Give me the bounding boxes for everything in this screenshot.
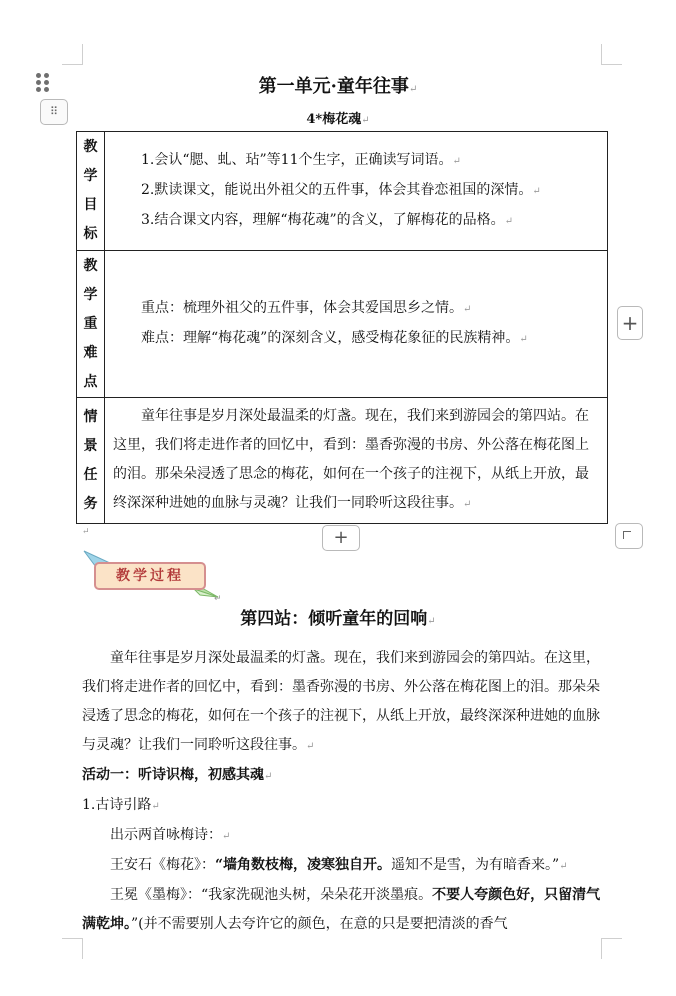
label-char: 情 (83, 408, 98, 425)
label-char: 点 (83, 373, 98, 390)
page-corner-mark-top-right (601, 44, 622, 65)
difficulty-line (113, 324, 599, 354)
lesson-subtitle (0, 108, 676, 127)
poem-2-bold: 不要人夸颜色好，只留清气满乾坤。 (82, 887, 601, 932)
goals-content-cell[interactable] (105, 132, 608, 251)
paragraph-mark-icon: ↵ (463, 499, 472, 510)
table-row-scenario (77, 398, 608, 524)
lesson-plan-table (76, 131, 608, 524)
scenario-text: 童年往事是岁月深处最温柔的灯盏。现在，我们来到游园会的第四站。在这里，我们将走进作者的回忆中，看到：墨香弥漫的书房、外公落在梅花图上的泪。那朵朵浸透了思念的梅花，如何在一个孩子的注视下，从纸上开放，最终深深种进她的血脉与灵魂？让我们一同聆听这段往事。 (113, 408, 589, 511)
key-points-content-cell[interactable] (105, 251, 608, 398)
paragraph-mark-icon: ↵ (559, 861, 568, 872)
paragraph-mark-icon: ↵ (452, 156, 461, 167)
lesson-body (82, 644, 604, 939)
intro-text: 童年往事是岁月深处最温柔的灯盏。现在，我们来到游园会的第四站。在这里，我们将走进作者的回忆中，看到：墨香弥漫的书房、外公落在梅花图上的泪。那朵朵浸透了思念的梅花，如何在一个孩子的注视下，从纸上开放，最终深深种进她的血脉与灵魂？让我们一同聆听这段往事。 (82, 650, 600, 753)
label-char: 教 (83, 139, 98, 155)
page-corner-mark-bottom-left (62, 938, 83, 959)
poem-1-rest: 遥知不是雪，为有暗香来。” (391, 857, 560, 873)
table-row-goals (77, 132, 608, 251)
key-point-line (113, 294, 599, 324)
scenario-paragraph (113, 398, 599, 523)
section-title-text: 第四站：倾听童年的回响 (240, 609, 428, 629)
paragraph-mark-icon: ↵ (408, 84, 418, 95)
poem-2-rest: ”(并不需要别人去夸许它的颜色，在意的只是要把清淡的香气 (131, 916, 508, 932)
badge-label: 教学过程 (94, 562, 206, 590)
page-corner-mark-bottom-right (601, 938, 622, 959)
poem-2-lead: 王冕《墨梅》：“我家洗砚池头树，朵朵花开淡墨痕。 (110, 887, 433, 903)
step-heading-text: 1.古诗引路 (82, 797, 152, 813)
scenario-content-cell[interactable] (105, 398, 608, 524)
section-title (0, 604, 676, 629)
label-char: 目 (83, 197, 98, 213)
add-row-button[interactable]: + (322, 525, 360, 551)
table-resize-icon[interactable] (615, 523, 643, 549)
goal-line-1-text: 1.会认“腮、虬、玷”等11个生字，正确读写词语。 (141, 152, 453, 168)
poem-2-line (82, 881, 604, 939)
label-char: 标 (83, 226, 98, 242)
label-char: 重 (83, 315, 98, 332)
label-char: 难 (83, 344, 98, 361)
label-char: 学 (83, 168, 98, 184)
lesson-subtitle-text: 4*梅花魂 (306, 112, 362, 127)
poem-1-bold: “墙角数枝梅，凌寒独自开。 (215, 857, 392, 873)
key-point-text: 重点：梳理外祖父的五件事，体会其爱国思乡之情。 (141, 300, 463, 316)
table-move-icon[interactable]: ⠿ (40, 99, 68, 125)
label-char: 教 (83, 257, 98, 274)
paragraph-mark-icon: ↵ (427, 616, 436, 627)
intro-paragraph (82, 644, 604, 761)
label-char: 景 (83, 437, 98, 454)
goal-line-2 (113, 176, 599, 206)
paragraph-mark-icon: ↵ (463, 304, 472, 315)
poem-1-lead: 王安石《梅花》： (110, 857, 215, 873)
activity-heading-text: 活动一：听诗识梅，初感其魂 (82, 767, 264, 783)
goal-line-2-text: 2.默读课文，能说出外祖父的五件事，体会其眷恋祖国的深情。 (141, 182, 533, 198)
goals-label-cell[interactable] (77, 132, 105, 251)
page-title (0, 72, 676, 98)
scenario-label-cell[interactable] (77, 398, 105, 524)
label-char: 务 (83, 495, 98, 512)
label-char: 任 (83, 466, 98, 483)
show-poems-text: 出示两首咏梅诗： (110, 827, 222, 843)
paragraph-mark-icon: ↵ (151, 801, 160, 812)
poem-1-line (82, 851, 604, 881)
paragraph-mark-icon: ↵ (519, 334, 528, 345)
paragraph-mark-icon: ↵ (222, 831, 231, 842)
step-heading (82, 791, 604, 821)
table-row-key-points (77, 251, 608, 398)
goal-line-3 (113, 206, 599, 236)
svg-text:↵: ↵ (214, 594, 222, 601)
show-poems-line (82, 821, 604, 851)
activity-heading (82, 761, 604, 791)
paragraph-mark-icon: ↵ (504, 216, 514, 227)
teaching-process-badge (82, 545, 222, 601)
paragraph-mark-icon: ↵ (532, 186, 541, 197)
paragraph-mark-icon: ↵ (306, 741, 315, 752)
paragraph-mark-icon: ↵ (361, 115, 370, 126)
paragraph-mark-icon: ↵ (264, 771, 273, 782)
add-column-button[interactable]: + (617, 306, 643, 340)
paragraph-mark-icon: ↵ (82, 527, 90, 537)
page-title-text: 第一单元·童年往事 (258, 76, 409, 97)
key-points-label-cell[interactable] (77, 251, 105, 398)
label-char: 学 (83, 286, 98, 303)
goal-line-1 (113, 146, 599, 176)
goal-line-3-text: 3.结合课文内容，理解“梅花魂”的含义，了解梅花的品格。 (141, 212, 505, 228)
page-corner-mark-top-left (62, 44, 83, 65)
difficulty-text: 难点：理解“梅花魂”的深刻含义，感受梅花象征的民族精神。 (141, 330, 520, 346)
